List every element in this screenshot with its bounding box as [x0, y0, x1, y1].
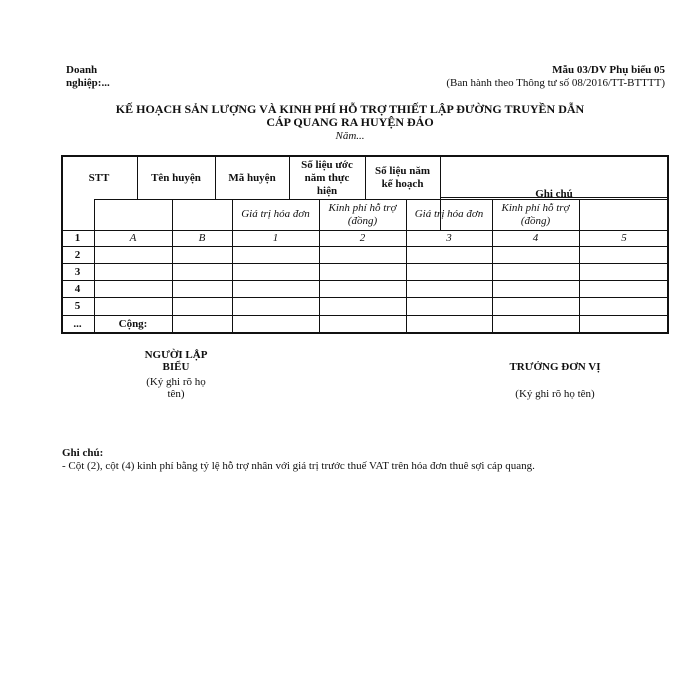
col-header-plan-line1: Số liệu năm — [374, 165, 430, 177]
index-row-cell: B — [198, 232, 206, 244]
head-of-unit-note: (Ký ghi rõ họ tên) — [515, 388, 595, 400]
issued-by-note: (Ban hành theo Thông tư số 08/2016/TT-BTTTT) — [446, 77, 665, 89]
subheader-support-cost-2a: Kinh phí hỗ trợ — [501, 202, 570, 214]
row-number: 5 — [74, 300, 81, 312]
index-row-cell: 3 — [446, 232, 452, 244]
notes-heading: Ghi chú: — [62, 447, 104, 459]
total-label: Cộng: — [118, 318, 148, 330]
row-number: ... — [73, 318, 82, 330]
col-header-district-code: Mã huyện — [228, 172, 276, 184]
index-row-cell: 5 — [621, 232, 627, 244]
index-row-cell: A — [129, 232, 137, 244]
index-row-cell: 1 — [74, 232, 81, 244]
document-title-line1: KẾ HOẠCH SẢN LƯỢNG VÀ KINH PHÍ HỖ TRỢ THIẾT LẬP ĐƯỜNG TRUYỀN DẪN — [115, 102, 585, 116]
subheader-support-cost-1b: (đồng) — [347, 215, 378, 227]
col-header-district-name: Tên huyện — [151, 172, 201, 184]
preparer-note-line2: tên) — [167, 388, 185, 400]
index-row-cell: 1 — [272, 232, 279, 244]
form-code: Mẫu 03/DV Phụ biểu 05 — [552, 64, 665, 76]
row-number: 2 — [74, 249, 81, 261]
col-header-notes: Ghi chú — [535, 188, 573, 200]
notes-text: - Cột (2), cột (4) kinh phí bằng tỷ lệ hỗ trợ nhân với giá trị trước thuế VAT trên hóa đơn thuê sợi cáp quang. — [62, 460, 535, 472]
preparer-note-line1: (Ký ghi rõ họ — [146, 376, 206, 388]
row-number: 4 — [74, 283, 81, 295]
row-number: 3 — [74, 266, 81, 278]
company-label-line2: nghiệp:... — [66, 77, 110, 89]
subheader-support-cost-1a: Kinh phí hỗ trợ — [328, 202, 397, 214]
preparer-title-line1: NGƯỜI LẬP — [144, 349, 208, 361]
document-year: Năm... — [335, 130, 365, 142]
col-header-stt: STT — [88, 172, 110, 184]
company-label-line1: Doanh — [66, 64, 98, 76]
col-header-estimate-line1: Số liệu ước — [301, 159, 353, 171]
preparer-title-line2: BIỂU — [162, 361, 190, 373]
col-header-estimate-line2: năm thực — [304, 172, 350, 184]
head-of-unit-title: TRƯỞNG ĐƠN VỊ — [509, 361, 601, 373]
subheader-support-cost-2b: (đồng) — [520, 215, 551, 227]
subheader-invoice-value-1: Giá trị hóa đơn — [241, 208, 310, 220]
document-title-line2: CÁP QUANG RA HUYỆN ĐẢO — [266, 115, 434, 129]
col-header-plan-line2: kế hoạch — [381, 178, 424, 190]
index-row-cell: 2 — [359, 232, 366, 244]
col-header-estimate-line3: hiện — [316, 185, 338, 197]
index-row-cell: 4 — [532, 232, 539, 244]
subheader-invoice-value-2: Giá trị hóa đơn — [414, 208, 484, 220]
